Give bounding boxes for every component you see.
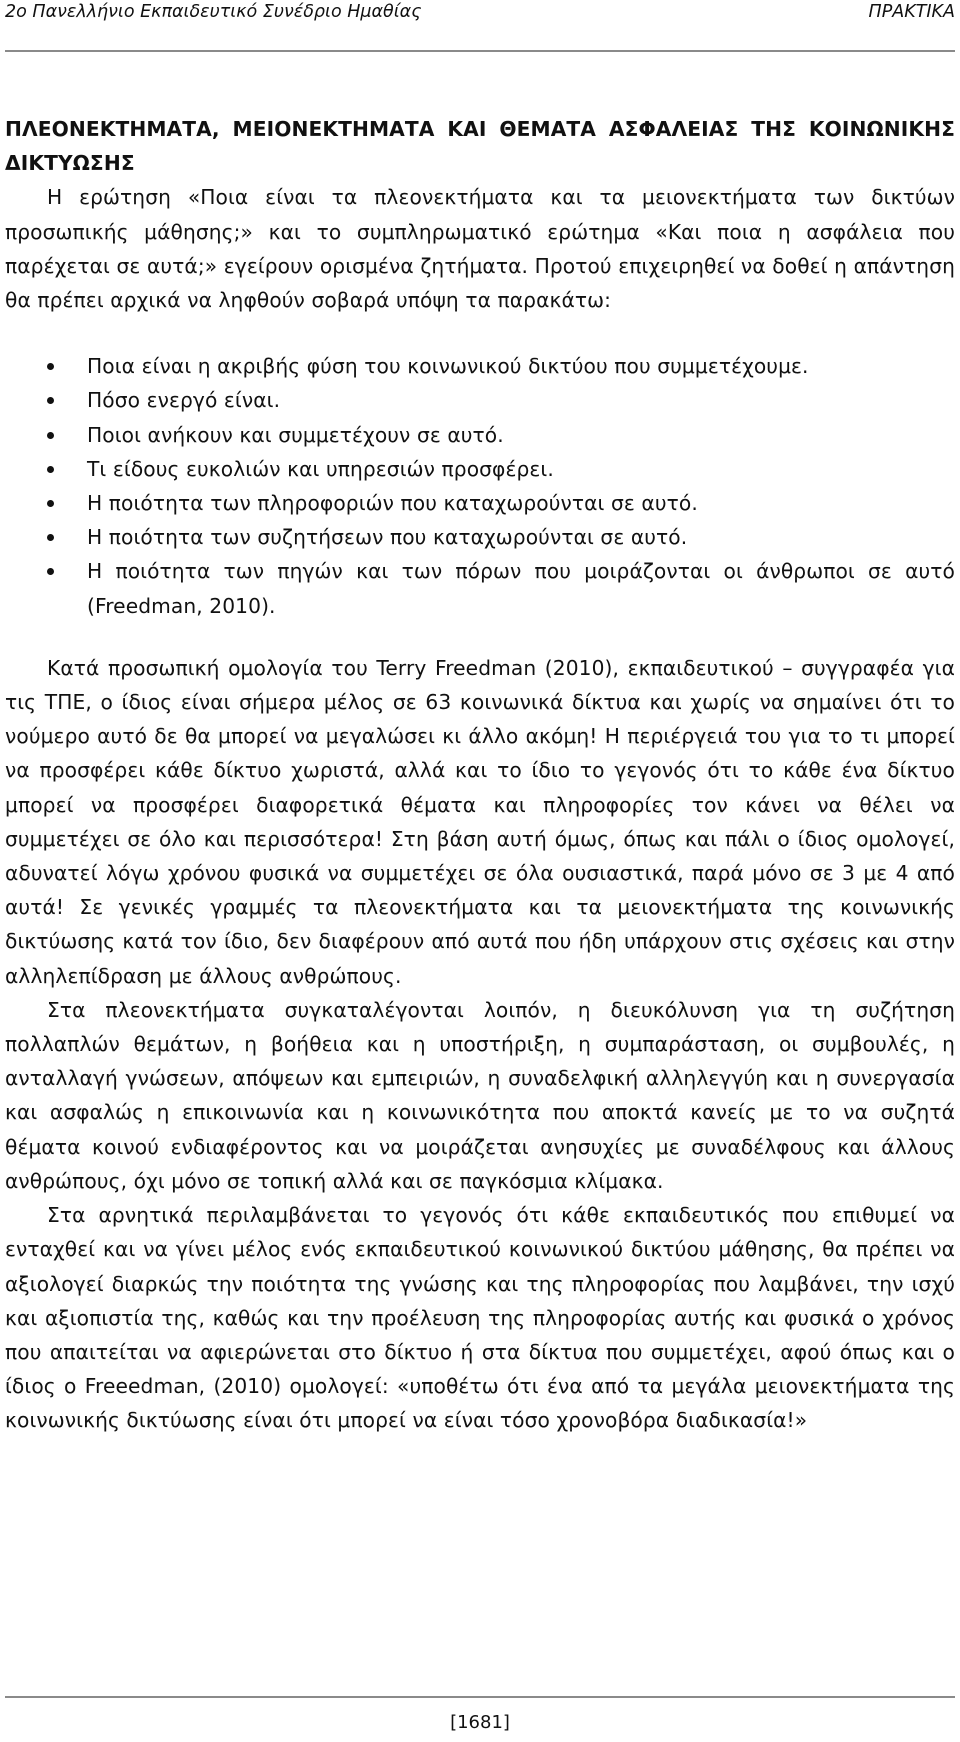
list-item-text: Η ποιότητα των πληροφοριών που καταχωρούνται σε αυτό.	[87, 491, 698, 516]
body-paragraph: Στα πλεονεκτήματα συγκαταλέγονται λοιπόν, η διευκόλυνση για τη συζήτηση πολλαπλών θεμάτων, η βοήθεια και η υποστήριξη, η συμπαράσταση, οι συμβουλές, η ανταλλαγή γνώσεων, απόψεων και εμπειριών, η συναδελφική αλληλεγγύη και η συνεργασία και ασφαλώς η επικοινωνία και η κοινωνικότητα που αποκτά κανείς με το να συζητά θέματα κοινού ενδιαφέροντος και να μοιράζεται ανησυχίες με συναδέλφους και άλλους ανθρώπους, όχι μόνο σε τοπική αλλά και σε παγκόσμια κλίμακα.	[5, 997, 955, 1193]
proceedings-label: ΠΡΑΚΤΙΚΑ	[868, 2, 955, 22]
list-item	[5, 520, 955, 554]
bullet-icon	[47, 534, 54, 541]
list-item	[5, 486, 955, 520]
list-item-text: Ποιοι ανήκουν και συμμετέχουν σε αυτό.	[87, 422, 504, 447]
list-item	[5, 383, 955, 417]
body-paragraph: Κατά προσωπική ομολογία του Terry Freedman (2010), εκπαιδευτικού – συγγραφέα για τις ΤΠΕ, ο ίδιος είναι σήμερα μέλος σε 63 κοινωνικά δίκτυα και χωρίς να σημαίνει ότι το νούμερο αυτό δε θα μπορεί να μεγαλώσει κι άλλο ακόμη! Η περιέργειά του για το τι μπορεί να προσφέρει κάθε δίκτυο χωριστά, αλλά και το ίδιο το γεγονός ότι το κάθε ένα δίκτυο μπορεί να προσφέρει διαφορετικά θέματα και πληροφορίες τον κάνει να θέλει να συμμετέχει σε όλο και περισσότερα! Στη βάση αυτή όμως, όπως και πάλι ο ίδιος ομολογεί, αδυνατεί λόγω χρόνου φυσικά να συμμετέχει σε όλα ουσιαστικά, παρά μόνο σε 3 με 4 από αυτά! Σε γενικές γραμμές τα πλεονεκτήματα και τα μειονεκτήματα της κοινωνικής δικτύωσης κατά τον ίδιο, δεν διαφέρουν από αυτά που ήδη υπάρχουν στις σχέσεις και στην αλληλεπίδραση με άλλους ανθρώπους.	[5, 655, 955, 988]
list-item	[5, 554, 955, 622]
bullet-icon	[47, 363, 54, 370]
list-item-text: Πόσο ενεργό είναι.	[87, 388, 281, 413]
bullet-icon	[47, 432, 54, 439]
section-heading: ΠΛΕΟΝΕΚΤΗΜΑΤΑ, ΜΕΙΟΝΕΚΤΗΜΑΤΑ ΚΑΙ ΘΕΜΑΤΑ ΑΣΦΑΛΕΙΑΣ ΤΗΣ ΚΟΙΝΩΝΙΚΗΣ ΔΙΚΤΥΩΣΗΣ	[5, 117, 955, 176]
intro-paragraph: Η ερώτηση «Ποια είναι τα πλεονεκτήματα και τα μειονεκτήματα των δικτύων προσωπικής μάθησης;» και το συμπληρωματικό ερώτημα «Και ποια η ασφάλεια που παρέχεται σε αυτά;» εγείρουν ορισμένα ζητήματα. Προτού επιχειρηθεί να δοθεί η απάντηση θα πρέπει αρχικά να ληφθούν σοβαρά υπόψη τα παρακάτω:	[5, 185, 955, 313]
considerations-list	[5, 349, 955, 623]
list-item-text: Η ποιότητα των συζητήσεων που καταχωρούνται σε αυτό.	[87, 525, 688, 550]
document-page	[5, 0, 955, 1742]
bullet-icon	[47, 397, 54, 404]
list-item-text: Η ποιότητα των πηγών και των πόρων που μοιράζονται οι άνθρωποι σε αυτό (Freedman, 2010).	[87, 559, 955, 618]
running-header	[5, 0, 955, 42]
list-item	[5, 349, 955, 383]
body-paragraph: Στα αρνητικά περιλαμβάνεται το γεγονός ότι κάθε εκπαιδευτικός που επιθυμεί να ενταχθεί και να γίνει μέλος ενός εκπαιδευτικού κοινωνικού δικτύου μάθησης, θα πρέπει να αξιολογεί διαρκώς την ποιότητα της γνώσης και της πληροφορίας που λαμβάνει, την ισχύ και αξιοπιστία της, καθώς και την προέλευση της πληροφορίας αυτής και φυσικά ο χρόνος που απαιτείται να αφιερώνεται στο δίκτυο ή στα δίκτυα που συμμετέχει, αφού όπως και ο ίδιος ο Freeedman, (2010) ομολογεί: «υποθέτω ότι ένα από τα μεγάλα μειονεκτήματα της κοινωνικής δικτύωσης είναι ότι μπορεί να είναι τόσο χρονοβόρα διαδικασία!»	[5, 1203, 955, 1433]
list-item-text: Τι είδους ευκολιών και υπηρεσιών προσφέρει.	[87, 456, 554, 481]
footer-divider	[5, 1696, 955, 1698]
list-item	[5, 452, 955, 486]
conference-title: 2ο Πανελλήνιο Εκπαιδευτικό Συνέδριο Ημαθίας	[5, 2, 422, 22]
list-item-text: Ποια είναι η ακριβής φύση του κοινωνικού δικτύου που συμμετέχουμε.	[87, 354, 809, 379]
bullet-icon	[47, 568, 54, 575]
bullet-icon	[47, 500, 54, 507]
article-body	[5, 112, 955, 1438]
page-number: [1681]	[450, 1712, 510, 1733]
list-item	[5, 418, 955, 452]
header-divider	[5, 50, 955, 52]
bullet-icon	[47, 466, 54, 473]
